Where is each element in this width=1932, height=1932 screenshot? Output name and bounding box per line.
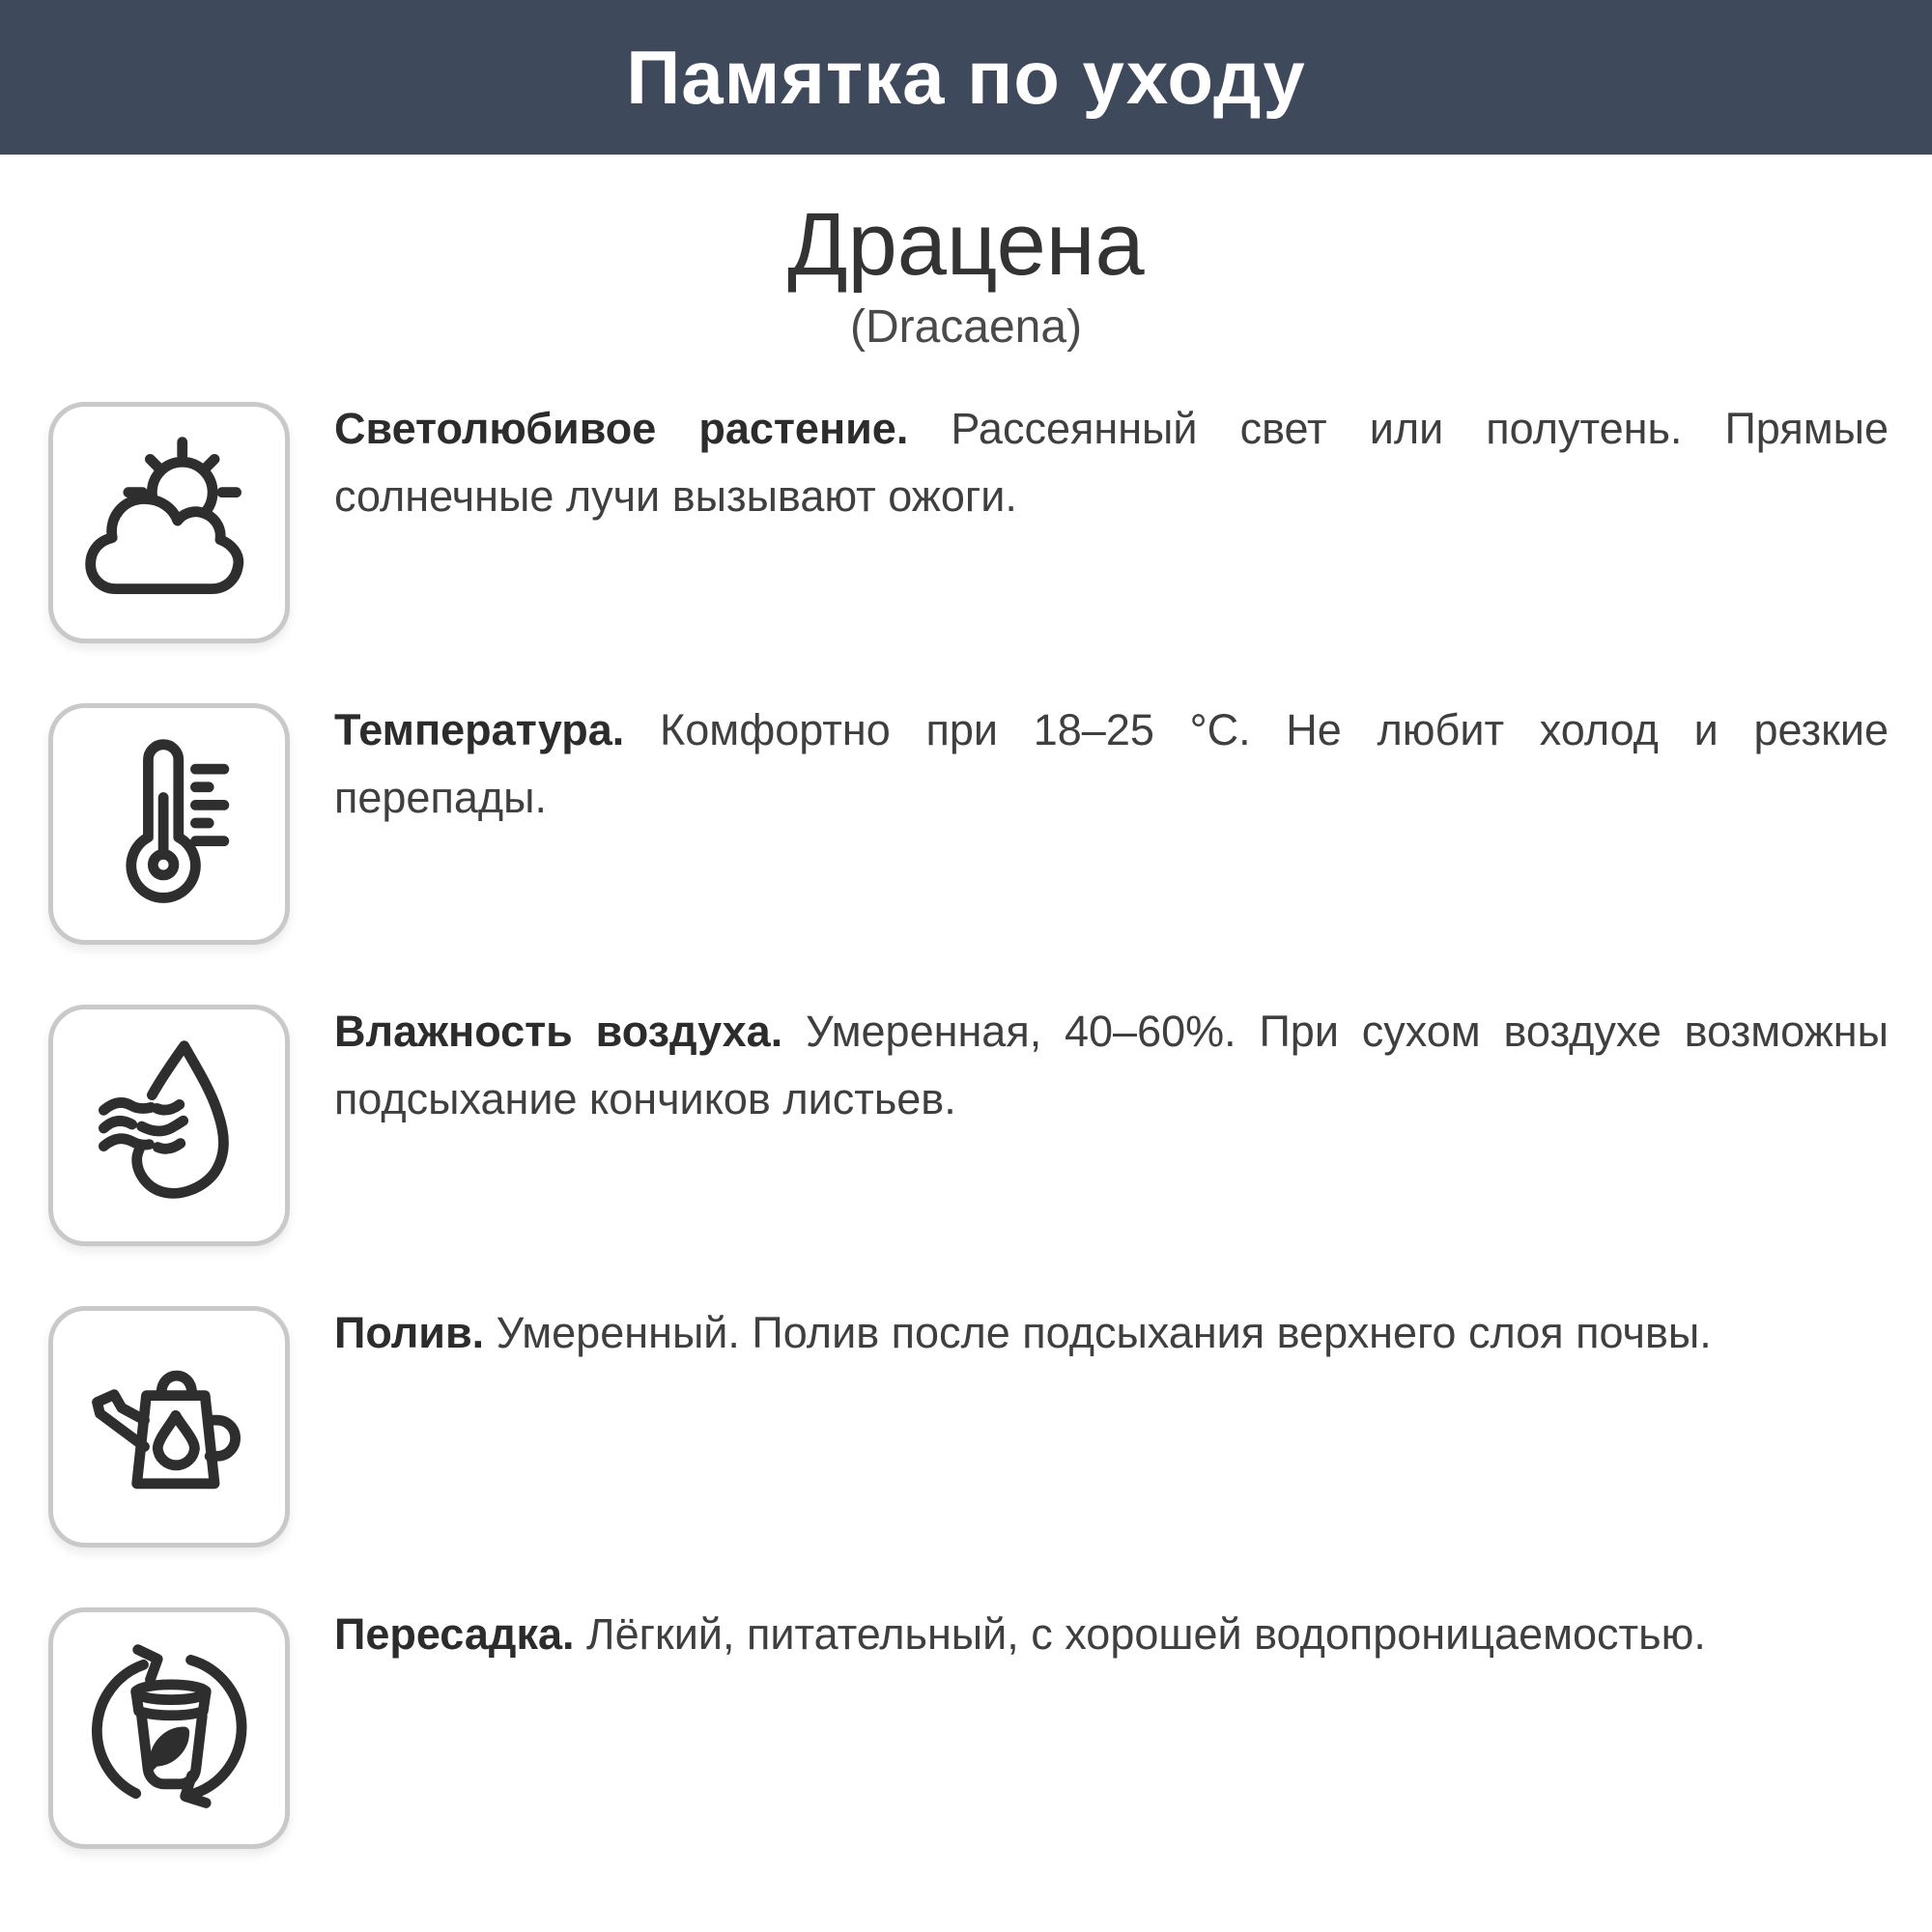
section-text: [334, 395, 1889, 530]
care-section-watering: [48, 1306, 1889, 1548]
section-text: [334, 696, 1889, 832]
humidity-drop-icon: [74, 1031, 264, 1220]
section-text: [334, 1601, 1889, 1668]
icon-box-repotting: [48, 1607, 290, 1849]
care-section-humidity: [48, 1005, 1889, 1246]
section-text: [334, 998, 1889, 1133]
plant-latin-name: (Dracaena): [849, 301, 1083, 354]
page-header: [0, 0, 1932, 155]
icon-box-light: [48, 402, 290, 643]
repot-cycle-icon: [74, 1634, 264, 1823]
section-body: Комфортно при 18–25 °C. Не любит холод и резкие перепады.: [334, 705, 1889, 823]
care-section-repotting: [48, 1607, 1889, 1849]
section-lead: Светолюбивое растение.: [334, 404, 909, 454]
section-lead: Полив.: [334, 1308, 485, 1358]
plant-title-block: [0, 197, 1932, 354]
care-section-light: [48, 402, 1889, 643]
care-sections: [0, 402, 1932, 1849]
page-title: Памятка по уходу: [626, 34, 1306, 120]
icon-box-temperature: [48, 703, 290, 945]
section-body: Умеренная, 40–60%. При сухом воздухе возможны подсыхание кончиков листьев.: [334, 1007, 1889, 1124]
icon-box-humidity: [48, 1005, 290, 1246]
section-body: Умеренный. Полив после подсыхания верхнего слоя почвы.: [496, 1308, 1712, 1358]
thermometer-icon: [74, 729, 264, 919]
section-lead: Пересадка.: [334, 1609, 575, 1660]
care-section-temperature: [48, 703, 1889, 945]
icon-box-watering: [48, 1306, 290, 1548]
watering-can-icon: [74, 1332, 264, 1521]
section-lead: Влажность воздуха.: [334, 1007, 783, 1057]
section-text: [334, 1299, 1889, 1367]
sun-behind-cloud-icon: [74, 428, 264, 617]
section-body: Лёгкий, питательный, с хорошей водопроницаемостью.: [586, 1609, 1706, 1660]
section-lead: Температура.: [334, 705, 625, 755]
plant-name: Драцена: [787, 195, 1145, 294]
section-body: Рассеянный свет или полутень. Прямые солнечные лучи вызывают ожоги.: [334, 404, 1889, 522]
